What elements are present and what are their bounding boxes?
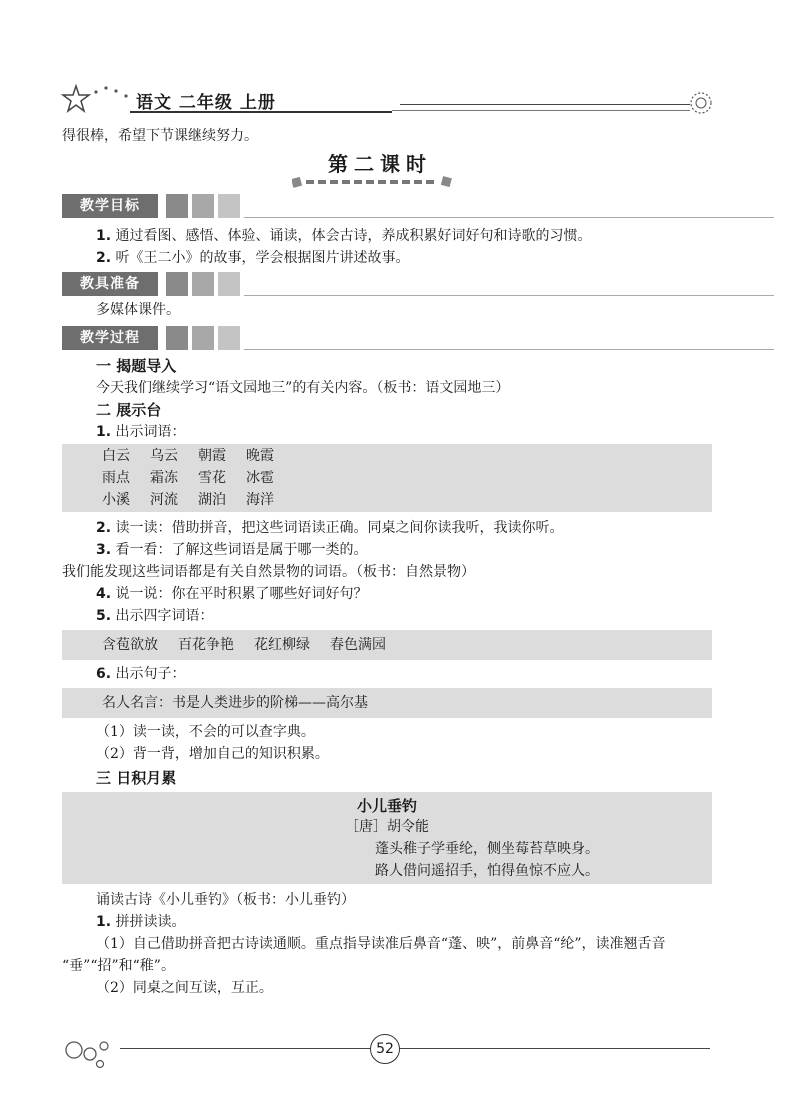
part3-heading: 三 日积月累 xyxy=(96,769,177,787)
word: 朝霞 xyxy=(198,448,226,464)
word: 河流 xyxy=(150,492,178,508)
part2-step3 xyxy=(96,540,368,560)
word-box xyxy=(62,444,712,512)
bubbles-decoration xyxy=(64,1034,124,1074)
header-rule xyxy=(130,111,392,113)
section-rule xyxy=(244,217,774,218)
section-block xyxy=(218,194,240,218)
phrase: 含苞欲放 xyxy=(102,637,158,653)
part1-text: 今天我们继续学习“语文园地三”的有关内容。（板书：语文园地三） xyxy=(96,380,510,396)
item-number: 3. xyxy=(96,542,112,558)
item-number: 5. xyxy=(96,608,112,624)
phrase: 春色满园 xyxy=(330,637,386,653)
item-number: 4. xyxy=(96,586,112,602)
section-rule xyxy=(244,295,774,296)
poem-box xyxy=(62,792,712,884)
intro-line: 得很棒，希望下节课继续努力。 xyxy=(62,128,258,144)
part2-step3-note: 我们能发现这些词语都是有关自然景物的词语。（板书：自然景物） xyxy=(62,564,475,580)
word: 雪花 xyxy=(198,470,226,486)
goal-item-1 xyxy=(96,226,592,246)
part2-sub2: （2）背一背，增加自己的知识积累。 xyxy=(96,746,329,762)
part3-sub1-b: “垂”“招”和“稚”。 xyxy=(62,958,175,974)
word: 海洋 xyxy=(246,492,274,508)
item-number: 2. xyxy=(96,520,112,536)
part2-step5 xyxy=(96,606,214,626)
part2-step4 xyxy=(96,584,368,604)
poem-title: 小儿垂钓 xyxy=(356,797,417,815)
word: 冰雹 xyxy=(246,470,274,486)
section-block xyxy=(192,326,214,350)
section-label: 教具准备 xyxy=(62,272,158,296)
section-prep-header xyxy=(62,272,774,296)
poem-line-2: 路人借问遥招手，怕得鱼惊不应人。 xyxy=(375,863,599,879)
item-number: 2. xyxy=(96,250,112,266)
word: 小溪 xyxy=(102,492,130,508)
section-block xyxy=(218,326,240,350)
section-block xyxy=(192,194,214,218)
part2-heading: 二 展示台 xyxy=(96,401,162,419)
goal-item-2 xyxy=(96,248,410,268)
phrase-box xyxy=(62,630,712,660)
word: 晚霞 xyxy=(246,448,274,464)
quote-box xyxy=(62,688,712,718)
header-rule xyxy=(400,104,690,105)
part2-sub1: （1）读一读，不会的可以查字典。 xyxy=(96,724,315,740)
section-block xyxy=(218,272,240,296)
item-text: 说一说：你在平时积累了哪些好词好句？ xyxy=(115,586,368,602)
word: 霜冻 xyxy=(150,470,178,486)
part2-step6 xyxy=(96,664,186,684)
part3-sub1-a: （1）自己借助拼音把古诗读通顺。重点指导读准后鼻音“蓬、映”，前鼻音“纶”，读准翘舌音 xyxy=(96,936,666,952)
item-text: 听《王二小》的故事，学会根据图片讲述故事。 xyxy=(115,250,410,266)
item-text: 通过看图、感悟、体验、诵读，体会古诗，养成积累好词好句和诗歌的习惯。 xyxy=(115,228,592,244)
item-text: 出示句子： xyxy=(115,666,186,682)
phrase: 花红柳绿 xyxy=(254,637,310,653)
item-text: 出示四字词语： xyxy=(115,608,214,624)
section-label: 教学目标 xyxy=(62,194,158,218)
quote-text: 名人名言：书是人类进步的阶梯——高尔基 xyxy=(102,695,368,711)
word: 湖泊 xyxy=(198,492,226,508)
poem-author: ［唐］胡令能 xyxy=(345,819,429,835)
part1-heading: 一 揭题导入 xyxy=(96,357,177,375)
part3-recite: 诵读古诗《小儿垂钓》（板书：小儿垂钓） xyxy=(96,892,355,908)
page-number: 52 xyxy=(370,1034,400,1064)
part2-step2 xyxy=(96,518,564,538)
section-block xyxy=(166,194,188,218)
circle-decoration xyxy=(688,90,714,116)
section-rule xyxy=(244,349,774,350)
prep-text: 多媒体课件。 xyxy=(96,302,180,318)
part3-sub2: （2）同桌之间互读，互正。 xyxy=(96,980,273,996)
item-text: 读一读：借助拼音，把这些词语读正确。同桌之间你读我听，我读你听。 xyxy=(115,520,564,536)
section-block xyxy=(166,272,188,296)
item-number: 6. xyxy=(96,666,112,682)
item-number: 1. xyxy=(96,228,112,244)
poem-line-1: 蓬头稚子学垂纶，侧坐莓苔草映身。 xyxy=(375,841,599,857)
footer-rule xyxy=(120,1048,710,1049)
section-block xyxy=(166,326,188,350)
lesson-title: 第二课时 xyxy=(328,152,432,176)
header-rule xyxy=(392,110,690,111)
phrase-row xyxy=(102,635,386,655)
section-label: 教学过程 xyxy=(62,326,158,350)
star-decoration xyxy=(58,78,138,118)
item-number: 1. xyxy=(96,424,112,440)
item-text: 拼拼读读。 xyxy=(115,914,186,930)
section-goals-header xyxy=(62,194,774,218)
phrase: 百花争艳 xyxy=(178,637,234,653)
word: 雨点 xyxy=(102,470,130,486)
word: 乌云 xyxy=(150,448,178,464)
header-title: 语文 二年级 上册 xyxy=(136,93,276,113)
item-text: 出示词语： xyxy=(115,424,186,440)
section-process-header xyxy=(62,326,774,350)
word: 白云 xyxy=(102,448,130,464)
item-number: 1. xyxy=(96,914,112,930)
item-text: 看一看：了解这些词语是属于哪一类的。 xyxy=(115,542,368,558)
word-grid xyxy=(102,446,294,510)
title-underline-decoration xyxy=(292,176,452,188)
part3-step1 xyxy=(96,912,186,932)
section-block xyxy=(192,272,214,296)
part2-step1 xyxy=(96,422,186,442)
